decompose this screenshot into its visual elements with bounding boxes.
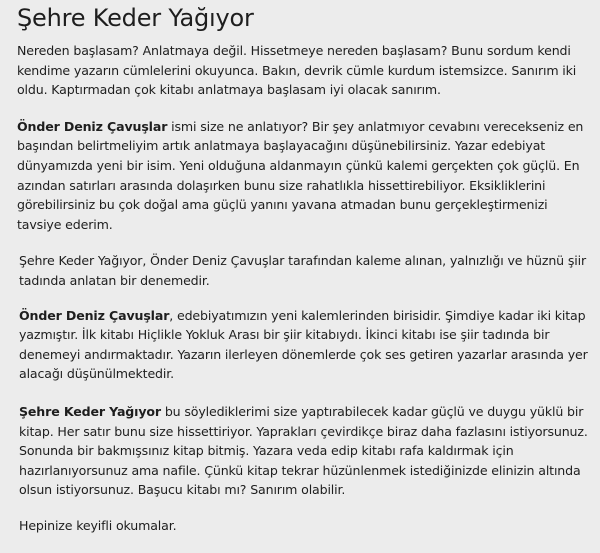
- author-name-bold: Önder Deniz Çavuşlar: [17, 118, 168, 134]
- book-title-bold: Şehre Keder Yağıyor: [19, 403, 161, 419]
- paragraph-author-bio: [17, 306, 590, 384]
- paragraph-review-text: bu söylediklerimi size yaptırabilecek kadar güçlü ve duygu yüklü bir kitap. Her satır bunu size hissettiriyor. Yaprakları çevirdikçe biraz daha fazlasını istiyorsunuz. Sonunda bir bakmışsınız kitap bitmiş. Yazara veda edip kitabı rafa kaldırmak için hazırlanıyorsunuz ama nafile. Çünkü kitap tekrar hüzünlenmek istediğinizde elinizin altında olsun istiyorsunuz. Başucu kitabı mı? Sanırım olabilir.: [19, 403, 588, 498]
- paragraph-author-bio-text: , edebiyatımızın yeni kalemlerinden birisidir. Şimdiye kadar iki kitap yazmıştır. İlk kitabı Hiçlikle Yokluk Arası bir şiir kitabıydı. İkinci kitabı ise şiir tadında bir denemeyi andırmaktadır. Yazarın ilerleyen dönemlerde çok ses getiren yazarlar arasında yer alacağı düşünülmektedir.: [19, 307, 588, 382]
- paragraph-intro: Nereden başlasam? Anlatmaya değil. Hissetmeye nereden başlasam? Bunu sordum kendi kendime yazarın cümlelerini okuyunca. Bakın, devrik cümle kurdum istemsizce. Sanırım iki oldu. Kaptırmadan çok kitabı anlatmaya başlasam iyi olacak sanırım.: [17, 43, 577, 98]
- paragraph-author-intro: [17, 117, 590, 235]
- paragraph-book-summary: Şehre Keder Yağıyor, Önder Deniz Çavuşlar tarafından kaleme alınan, yalnızlığı ve hüznü şiir tadında anlatan bir denemedir.: [19, 253, 587, 288]
- paragraph-review: [17, 402, 590, 500]
- paragraph-closing: Hepinize keyifli okumalar.: [19, 517, 177, 533]
- author-name-bold-2: Önder Deniz Çavuşlar: [19, 307, 170, 323]
- paragraph-author-intro-text: ismi size ne anlatıyor? Bir şey anlatmıyor cevabını verecekseniz en başından belirtmeliyim artık anlatmaya başlayacağını düşünebilirsiniz. Yazar edebiyat dünyamızda yeni bir isim. Yeni olduğuna aldanmayın çünkü kalemi gerçekten çok güçlü. En azından satırları arasında dolaşırken bunu size rahatlıkla hissettirebiliyor. Eksikliklerini görebilirsiniz bu çok doğal ama güçlü yanını yavana atmadan bunu gerçekleştirmenizi tavsiye ederim.: [17, 118, 584, 232]
- page-title: Şehre Keder Yağıyor: [17, 4, 254, 32]
